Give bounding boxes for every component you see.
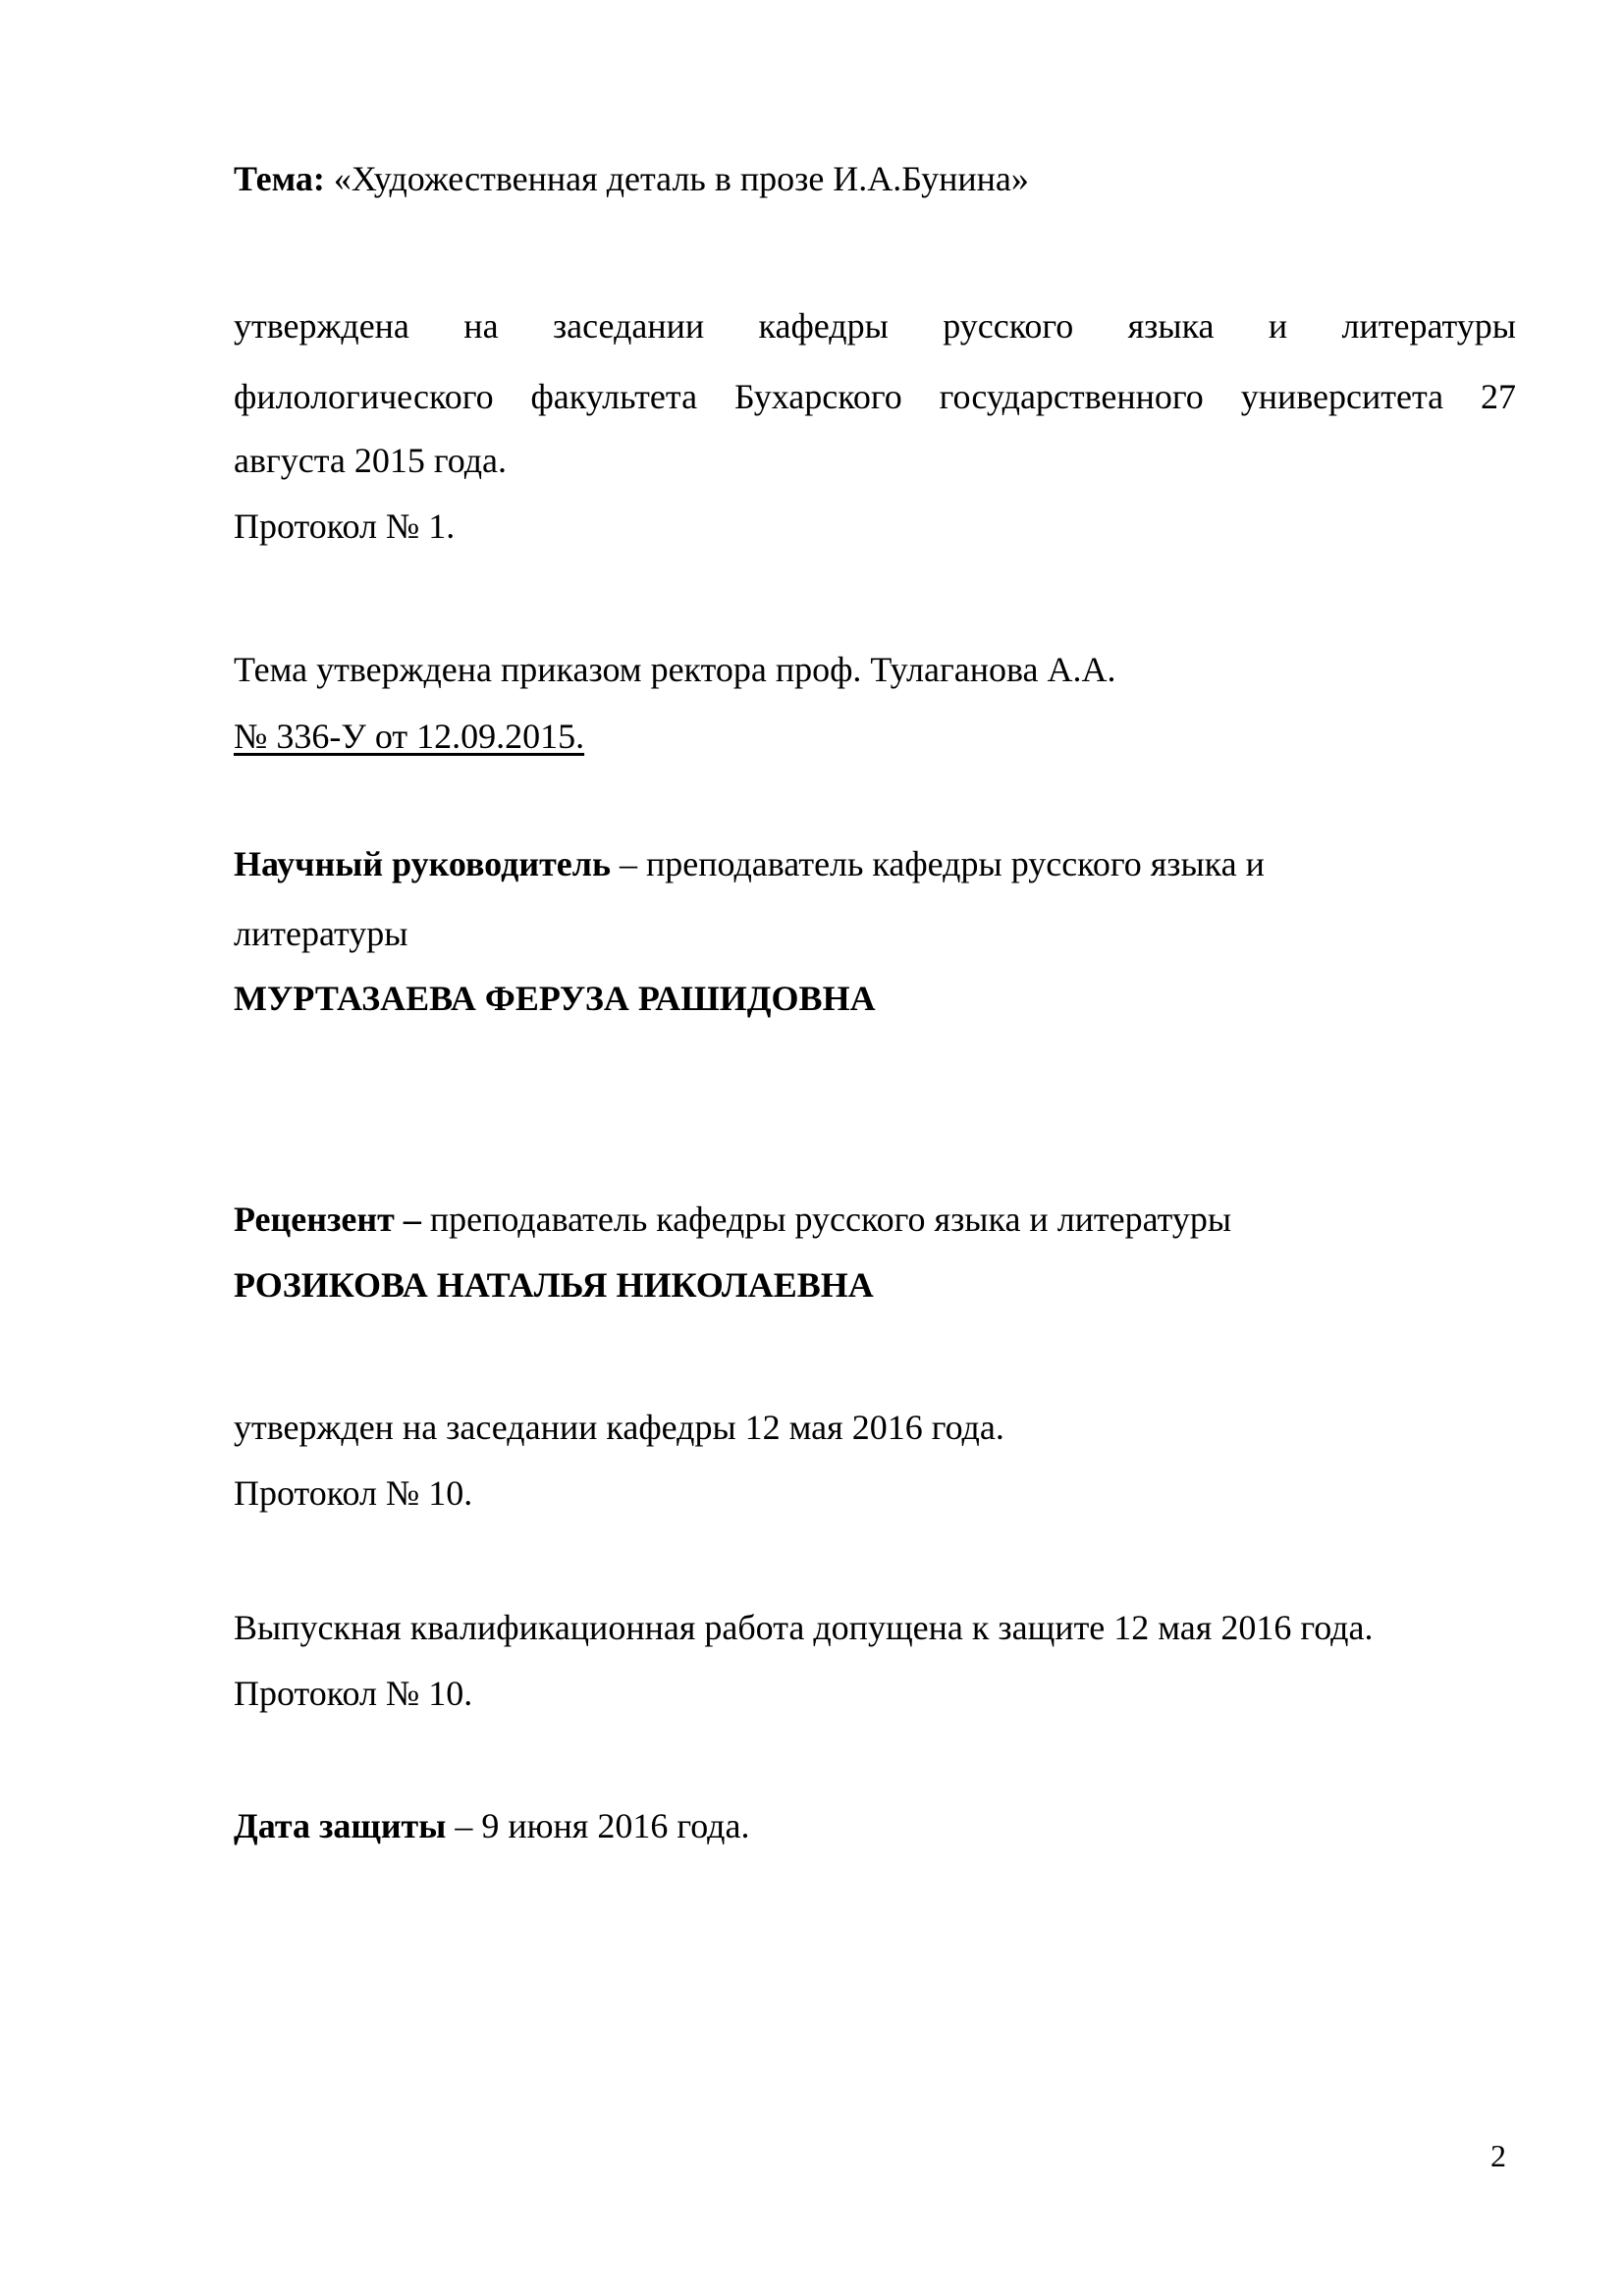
supervisor-text: – преподаватель кафедры русского языка и — [611, 844, 1265, 883]
admission-line: Выпускная квалификационная работа допущена к защите 12 мая 2016 года. — [234, 1608, 1374, 1647]
approval-line-1: утверждена на заседании кафедры русского языка и литературы — [234, 306, 1516, 346]
supervisor-name: МУРТАЗАЕВА ФЕРУЗА РАШИДОВНА — [234, 979, 876, 1018]
approval-line-2: филологического факультета Бухарского государственного университета 27 — [234, 377, 1516, 416]
page-number: 2 — [1490, 2138, 1506, 2173]
reviewer-name: РОЗИКОВА НАТАЛЬЯ НИКОЛАЕВНА — [234, 1265, 874, 1305]
defense-date-line — [234, 1804, 749, 1847]
topic-label: Тема: — [234, 159, 325, 198]
topic-line — [234, 157, 1029, 200]
rector-order-number: № 336-У от 12.09.2015. — [234, 717, 585, 756]
reviewer-label: Рецензент – — [234, 1200, 421, 1239]
supervisor-line — [234, 842, 1265, 885]
defense-label: Дата защиты — [234, 1806, 447, 1845]
approval-line-3: августа 2015 года. — [234, 441, 507, 480]
defense-text: – 9 июня 2016 года. — [446, 1806, 750, 1845]
dept-meeting-protocol: Протокол № 10. — [234, 1473, 473, 1513]
reviewer-text: преподаватель кафедры русского языка и литературы — [420, 1200, 1232, 1239]
reviewer-line — [234, 1198, 1231, 1241]
rector-order-line: Тема утверждена приказом ректора проф. Тулаганова А.А. — [234, 650, 1116, 689]
topic-text: «Художественная деталь в прозе И.А.Бунина» — [324, 159, 1029, 198]
supervisor-text-continued: литературы — [234, 914, 408, 953]
admission-protocol: Протокол № 10. — [234, 1674, 473, 1713]
approval-protocol: Протокол № 1. — [234, 507, 456, 546]
dept-meeting-line: утвержден на заседании кафедры 12 мая 2016 года. — [234, 1408, 1004, 1447]
supervisor-label: Научный руководитель — [234, 844, 611, 883]
